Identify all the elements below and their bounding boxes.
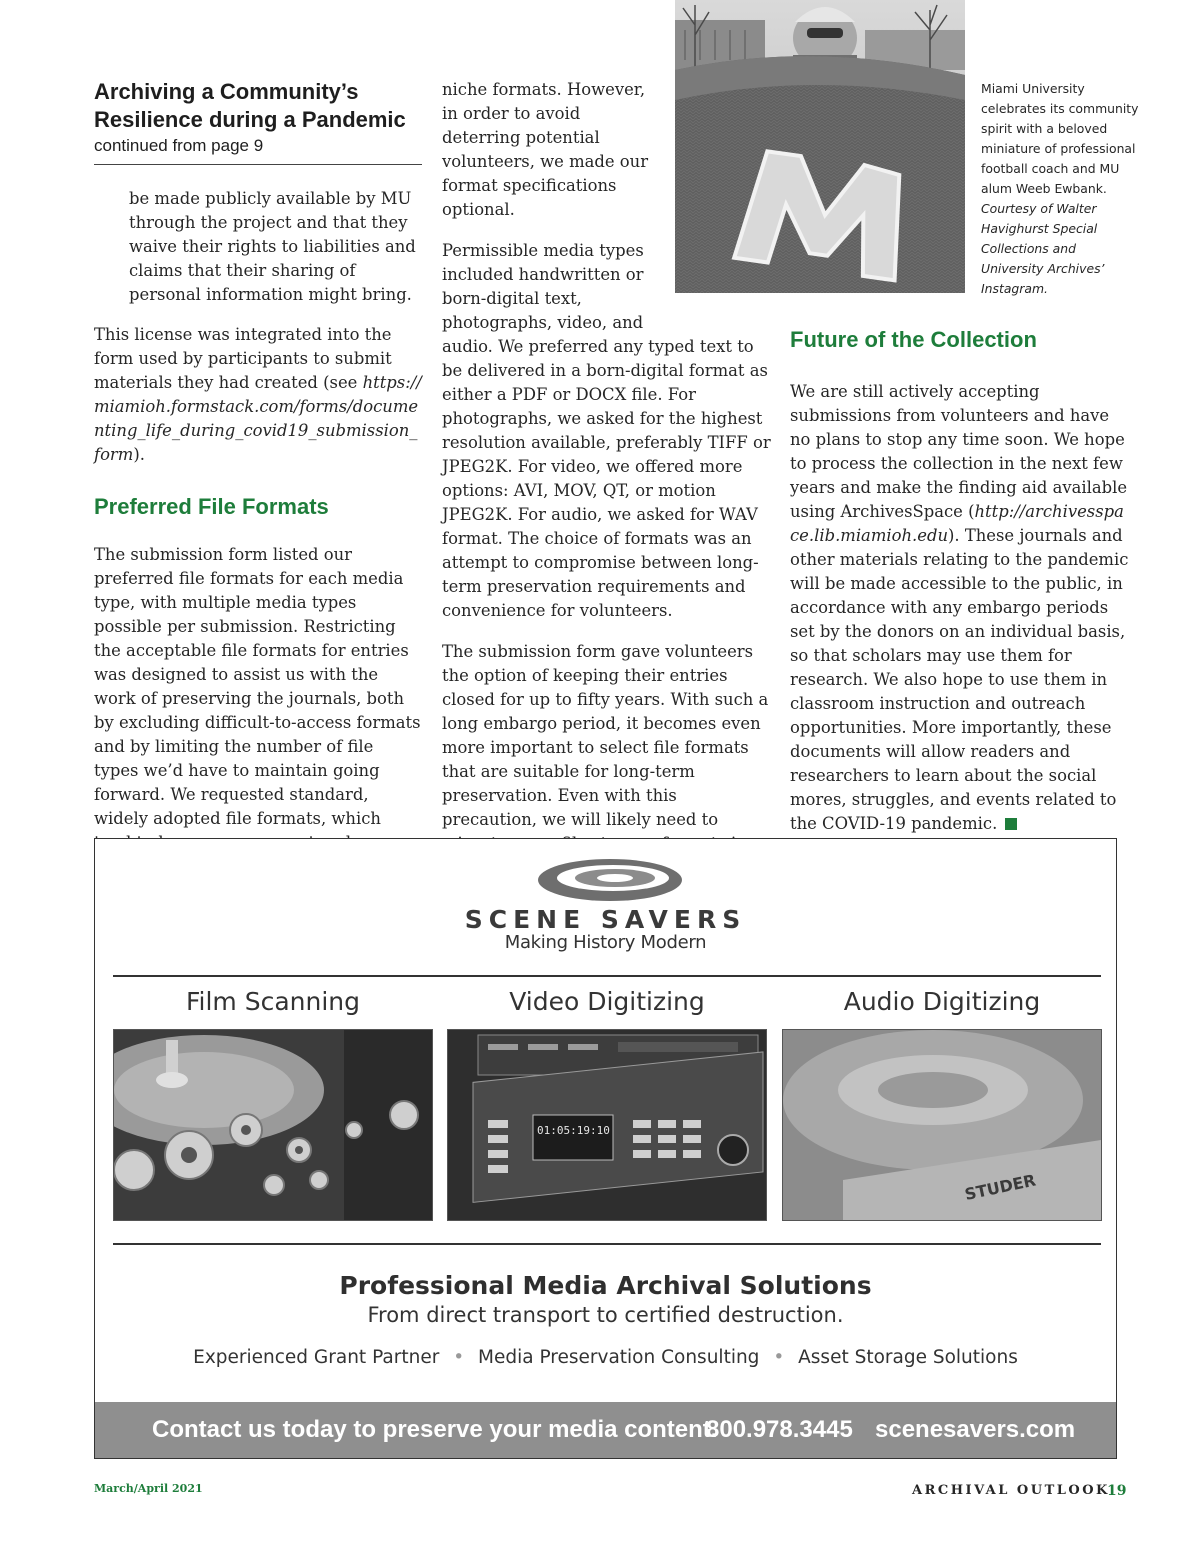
ad-features [95, 1347, 1116, 1368]
audio-reel-photo [782, 1029, 1102, 1221]
article-title: Archiving a Community’s Resilience during a Pandemic [94, 79, 406, 132]
col3-paragraph: We are still actively accepting submissions from volunteers and have no plans to stop any time soon. We hope to process the collection in the next few years and make the finding aid available using ArchivesSpace (http://archivesspace.lib.miamioh.edu). These journals and other materials relating to the pandemic will be made accessible to the public, in accordance with any embargo periods set by the donors on an individual basis, so that scholars may use them for research. We also hope to use them in classroom instruction and outreach opportunities. More importantly, these documents will allow readers and researchers to learn about the social mores, struggles, and events related to the COVID-19 pandemic. [790, 382, 1129, 833]
ad-phone[interactable]: 800.978.3445 [706, 1416, 853, 1443]
photo-caption: Miami University celebrates its community spirit with a beloved miniature of professional football coach and MU alum Weeb Ewbank. Courtesy of Walter Havighurst Special Collections and University Archives’ Instagram. [981, 81, 1139, 296]
archivesspace-link[interactable]: http://archivesspace.lib.miamioh.edu [790, 502, 1124, 545]
scene-savers-logo-icon [535, 855, 685, 905]
video-deck-photo [447, 1029, 767, 1221]
service-label-audio: Audio Digitizing [843, 987, 1041, 1016]
ad-tagline: Making History Modern [504, 932, 707, 953]
col2-paragraph-3: The submission form gave volunteers the option of keeping their entries closed for up to fifty years. With such a long embargo period, it becomes even more important to select file formats that are suitable for long-term preservation. Even with this precaution, we will likely need to [442, 642, 769, 829]
feature-preservation-consulting: Media Preservation Consulting [478, 1347, 760, 1368]
col2-paragraph-1: niche formats. However, in order to avoid deterring potential volunteers, we made our format specifications optional. [442, 80, 649, 219]
ad-headline: Professional Media Archival Solutions [339, 1271, 872, 1300]
journal-name: ARCHIVAL OUTLOOK [912, 1483, 1110, 1498]
film-scanner-photo [113, 1029, 433, 1221]
form-url-link[interactable]: https://miamioh.formstack.com/forms/documenting_life_during_covid19_submission_form [94, 373, 422, 464]
col1-paragraph-3: The submission form listed our preferred file formats for each media type, with multiple media types possible per submission. Restricting the acceptable file formats for entries was designed to assist us with the work of preserving the journals, both by excluding difficult-to-access formats and by limiting the number of file types we’d have to maintain going forward. We requested standard, widely adopted file formats, which [94, 545, 421, 828]
col1-paragraph-1: be made publicly available by MU through the project and that they waive their rights to liabilities and claims that their sharing of personal information might bring. [129, 189, 416, 304]
page-number: 19 [1107, 1483, 1127, 1499]
col2-paragraph-2b: audio. We preferred any typed text to be delivered in a born-digital format as either a PDF or DOCX file. For photographs, we asked for the highest resolution available, preferably TIFF or JPEG2K. For video, we offered more options: AVI, MOV, QT, or motion JPEG2K. For audio, we asked for WAV format. The choice of formats was an attempt to compromise between long-term preservation requirements and convenience for volunteers. [442, 337, 771, 620]
studer-label: STUDER [963, 1170, 1038, 1205]
film-reel-illustration [114, 1030, 432, 1220]
feature-asset-storage: Asset Storage Solutions [798, 1347, 1018, 1368]
ad-subheadline: From direct transport to certified destruction. [367, 1303, 844, 1327]
ad-brand: SCENE SAVERS [464, 905, 747, 934]
continued-note: continued from page 9 [94, 136, 264, 155]
end-of-article-mark [1005, 818, 1017, 830]
ad-middle-rule [113, 1243, 1101, 1245]
photo-illustration [675, 0, 965, 293]
title-divider [94, 164, 422, 165]
ad-contact-bar [95, 1402, 1116, 1458]
photo-credit: Courtesy of Walter Havighurst Special Collections and University Archives’ Instagram. [981, 201, 1105, 296]
feature-grant-partner: Experienced Grant Partner [193, 1347, 440, 1368]
article-column-3 [790, 326, 1130, 836]
col1-paragraph-2: This license was integrated into the form used by participants to submit materials they had created (see https://miamioh.formstack.com/forms/documenting_life_during_covid19_submission_form). [94, 325, 422, 464]
video-deck-illustration [448, 1030, 766, 1220]
scene-savers-advertisement[interactable] [94, 838, 1117, 1459]
video-deck-display: 01:05:19:10 [537, 1124, 610, 1137]
article-column-1 [94, 78, 422, 879]
ad-website-link[interactable]: scenesavers.com [875, 1416, 1076, 1443]
ad-contact-text: Contact us today to preserve your media content. [152, 1416, 718, 1443]
service-label-video: Video Digitizing [509, 987, 705, 1016]
ad-top-rule [113, 975, 1101, 977]
feature-separator: • [453, 1347, 465, 1368]
issue-date: March/April 2021 [94, 1482, 203, 1495]
section-heading-file-formats: Preferred File Formats [94, 494, 329, 519]
col2-paragraph-2a: Permissible media types included handwritten or born-digital text, photographs, video, and [442, 241, 644, 332]
service-label-film: Film Scanning [185, 987, 361, 1016]
miniature-sweater-photo [675, 0, 965, 293]
audio-reel-illustration [783, 1030, 1101, 1220]
feature-separator: • [773, 1347, 785, 1368]
section-heading-future: Future of the Collection [790, 327, 1037, 352]
